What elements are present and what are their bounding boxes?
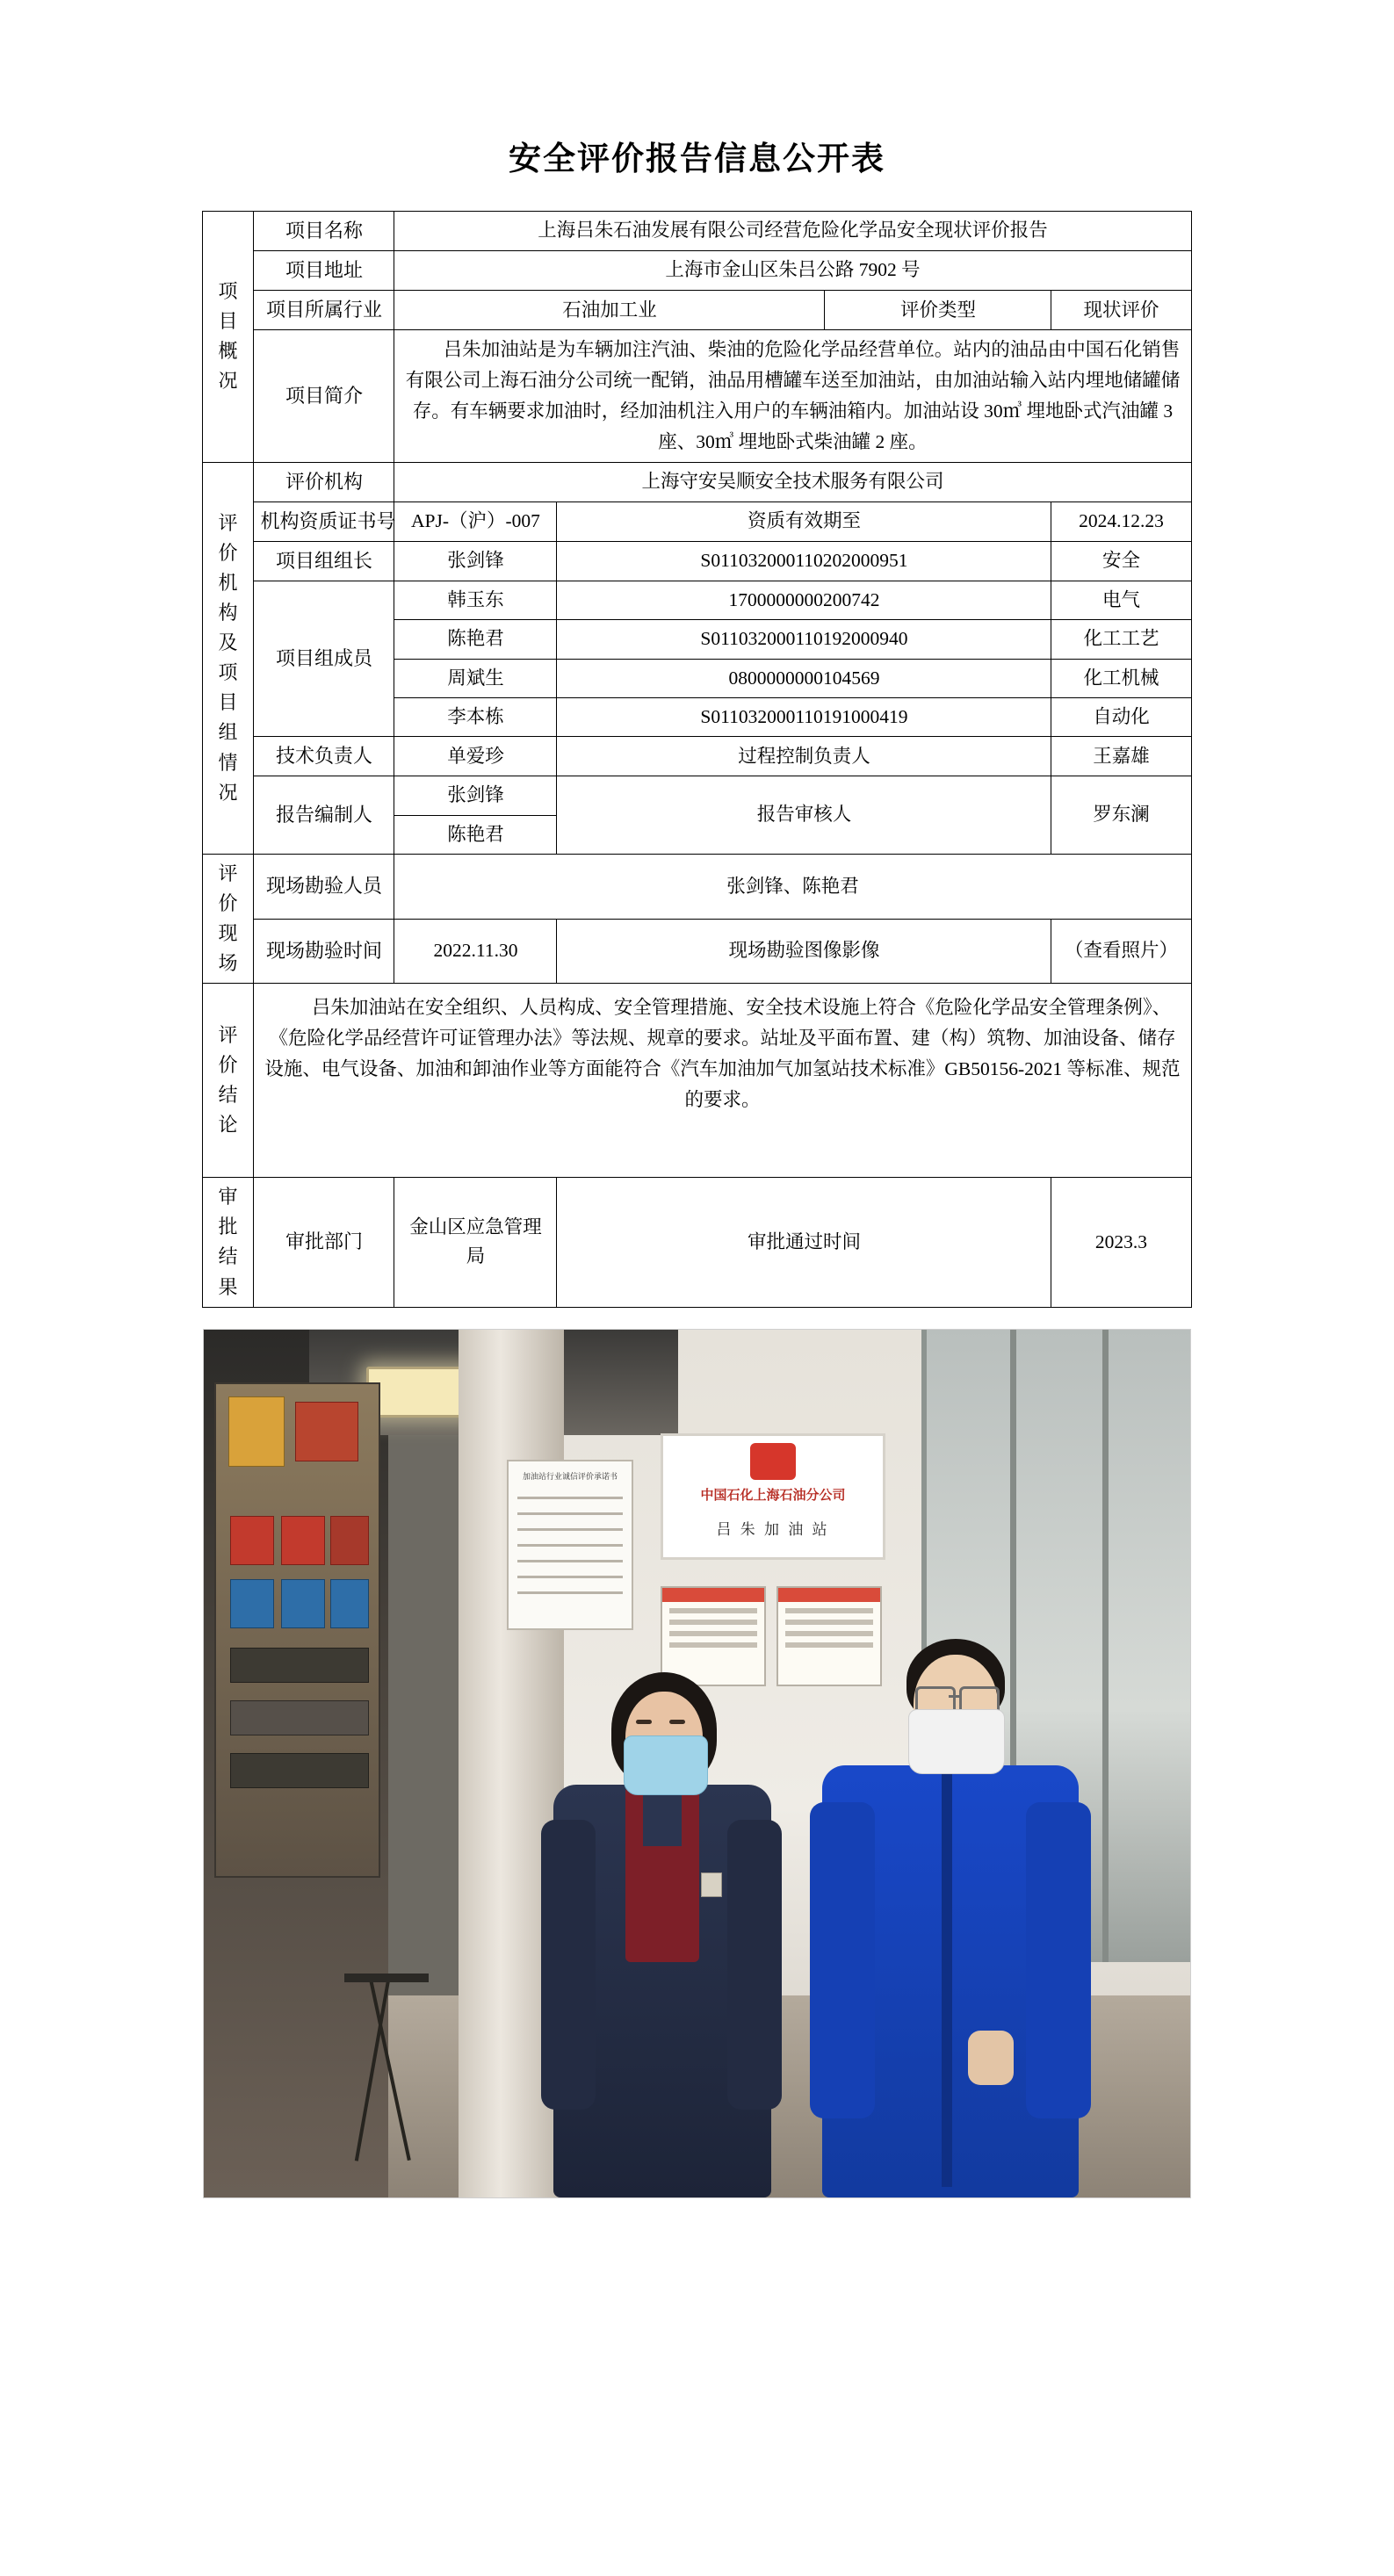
value-member-cert: S011032000110192000940 — [557, 620, 1051, 659]
photo-person-left — [538, 1653, 784, 2197]
value-member-name: 陈艳君 — [394, 620, 557, 659]
value-tech-leader: 单爱珍 — [394, 737, 557, 776]
value-member-name: 周斌生 — [394, 659, 557, 697]
value-leader-cert: S011032000110202000951 — [557, 541, 1051, 581]
table-row — [203, 1178, 1191, 1307]
label-cert-no: 机构资质证书号 — [254, 501, 394, 541]
page-title: 安全评价报告信息公开表 — [509, 141, 885, 177]
value-survey-image[interactable]: （查看照片） — [1051, 919, 1191, 984]
value-intro: 吕朱加油站是为车辆加注汽油、柴油的危险化学品经营单位。站内的油品由中国石化销售有限公司上海石油分公司统一配销，油品用槽罐车送至加油站，由加油站输入站内埋地储罐储存。有车辆要求加油时，经加油机注入用户的车辆油箱内。加油站设 30㎥ 埋地卧式汽油罐 3 座、30㎥ 埋地卧式柴油罐 2 座。 — [394, 330, 1191, 462]
photo-person-left-badge — [701, 1872, 722, 1897]
photo-person-left-mask — [624, 1735, 708, 1795]
photo-person-right — [810, 1618, 1091, 2197]
value-leader-major: 安全 — [1051, 541, 1191, 581]
photo-sign-line1: 中国石化上海石油分公司 — [700, 1488, 846, 1503]
value-process-leader: 王嘉雄 — [1051, 737, 1191, 776]
label-members: 项目组成员 — [254, 581, 394, 736]
label-industry: 项目所属行业 — [254, 291, 394, 330]
value-member-major: 电气 — [1051, 581, 1191, 619]
value-leader-name: 张剑锋 — [394, 541, 557, 581]
photo-tripod-head — [344, 1973, 429, 1982]
photo-person-right-mask — [908, 1709, 1005, 1774]
section-label-approval-text: 审批结果 — [218, 1186, 239, 1298]
table-row — [203, 776, 1191, 815]
value-member-cert: 0800000000104569 — [557, 659, 1051, 697]
value-member-major: 自动化 — [1051, 697, 1191, 736]
value-approval-time: 2023.3 — [1051, 1178, 1191, 1307]
value-surveyors: 张剑锋、陈艳君 — [394, 854, 1191, 919]
photo-person-right-hand — [968, 2031, 1014, 2085]
label-org: 评价机构 — [254, 462, 394, 501]
label-leader: 项目组组长 — [254, 541, 394, 581]
label-project-name: 项目名称 — [254, 212, 394, 251]
section-label-conclusion-text: 评价结论 — [218, 1024, 239, 1136]
value-project-address: 上海市金山区朱吕公路 7902 号 — [394, 251, 1191, 291]
table-row — [203, 291, 1191, 330]
table-row — [203, 462, 1191, 501]
value-member-major: 化工机械 — [1051, 659, 1191, 697]
table-row — [203, 919, 1191, 984]
value-report-author: 陈艳君 — [394, 815, 557, 854]
value-member-name: 李本栋 — [394, 697, 557, 736]
document-page — [0, 132, 1394, 2198]
section-label-conclusion — [203, 984, 254, 1178]
section-label-agency — [203, 462, 254, 854]
table-row — [203, 854, 1191, 919]
label-report-author: 报告编制人 — [254, 776, 394, 855]
section-label-overview — [203, 212, 254, 463]
value-eval-type: 现状评价 — [1051, 291, 1191, 330]
table-row — [203, 501, 1191, 541]
table-row — [203, 251, 1191, 291]
table-row — [203, 330, 1191, 462]
value-project-name: 上海吕朱石油发展有限公司经营危险化学品安全现状评价报告 — [394, 212, 1191, 251]
photo-sign-line2: 吕 朱 加 油 站 — [716, 1520, 830, 1538]
label-survey-image: 现场勘验图像影像 — [557, 919, 1051, 984]
label-process-leader: 过程控制负责人 — [557, 737, 1051, 776]
table-row — [203, 212, 1191, 251]
table-row — [203, 541, 1191, 581]
section-label-site — [203, 854, 254, 983]
photo-shelf — [214, 1382, 380, 1878]
table-row — [203, 581, 1191, 619]
value-member-major: 化工工艺 — [1051, 620, 1191, 659]
section-label-approval — [203, 1178, 254, 1307]
site-photo-wrap — [203, 1329, 1191, 2198]
value-org: 上海守安吴顺安全技术服务有限公司 — [394, 462, 1191, 501]
section-label-agency-text: 评价机构及项目组情况 — [218, 511, 239, 804]
site-photo — [203, 1329, 1191, 2198]
label-validity: 资质有效期至 — [557, 501, 1051, 541]
value-survey-time: 2022.11.30 — [394, 919, 557, 984]
value-approval-dept: 金山区应急管理局 — [394, 1178, 557, 1307]
label-intro: 项目简介 — [254, 330, 394, 462]
value-validity: 2024.12.23 — [1051, 501, 1191, 541]
table-row — [203, 737, 1191, 776]
photo-notice-board — [507, 1460, 633, 1630]
value-conclusion: 吕朱加油站在安全组织、人员构成、安全管理措施、安全技术设施上符合《危险化学品安全管理条例》、《危险化学品经营许可证管理办法》等法规、规章的要求。站址及平面布置、建（构）筑物、加油设备、储存设施、电气设备、加油和卸油作业等方面能符合《汽车加油加气加氢站技术标准》GB50156-2021 等标准、规范的要求。 — [254, 984, 1191, 1178]
table-row — [203, 984, 1191, 1178]
label-approval-dept: 审批部门 — [254, 1178, 394, 1307]
value-report-author: 张剑锋 — [394, 776, 557, 815]
label-eval-type: 评价类型 — [825, 291, 1051, 330]
section-label-site-text: 评价现场 — [218, 862, 239, 975]
value-member-name: 韩玉东 — [394, 581, 557, 619]
value-member-cert: 1700000000200742 — [557, 581, 1051, 619]
label-tech-leader: 技术负责人 — [254, 737, 394, 776]
label-surveyors: 现场勘验人员 — [254, 854, 394, 919]
info-table — [202, 211, 1191, 1308]
section-label-overview-text: 项目概况 — [218, 280, 239, 393]
label-report-reviewer: 报告审核人 — [557, 776, 1051, 855]
value-member-cert: S011032000110191000419 — [557, 697, 1051, 736]
label-approval-time: 审批通过时间 — [557, 1178, 1051, 1307]
photo-station-sign — [661, 1433, 885, 1560]
sinopec-logo-icon — [750, 1443, 796, 1480]
value-cert-no: APJ-（沪）-007 — [394, 501, 557, 541]
label-survey-time: 现场勘验时间 — [254, 919, 394, 984]
photo-notice-title: 加油站行业诚信评价承诺书 — [522, 1471, 618, 1481]
value-report-reviewer: 罗东澜 — [1051, 776, 1191, 855]
value-industry: 石油加工业 — [394, 291, 825, 330]
label-project-address: 项目地址 — [254, 251, 394, 291]
